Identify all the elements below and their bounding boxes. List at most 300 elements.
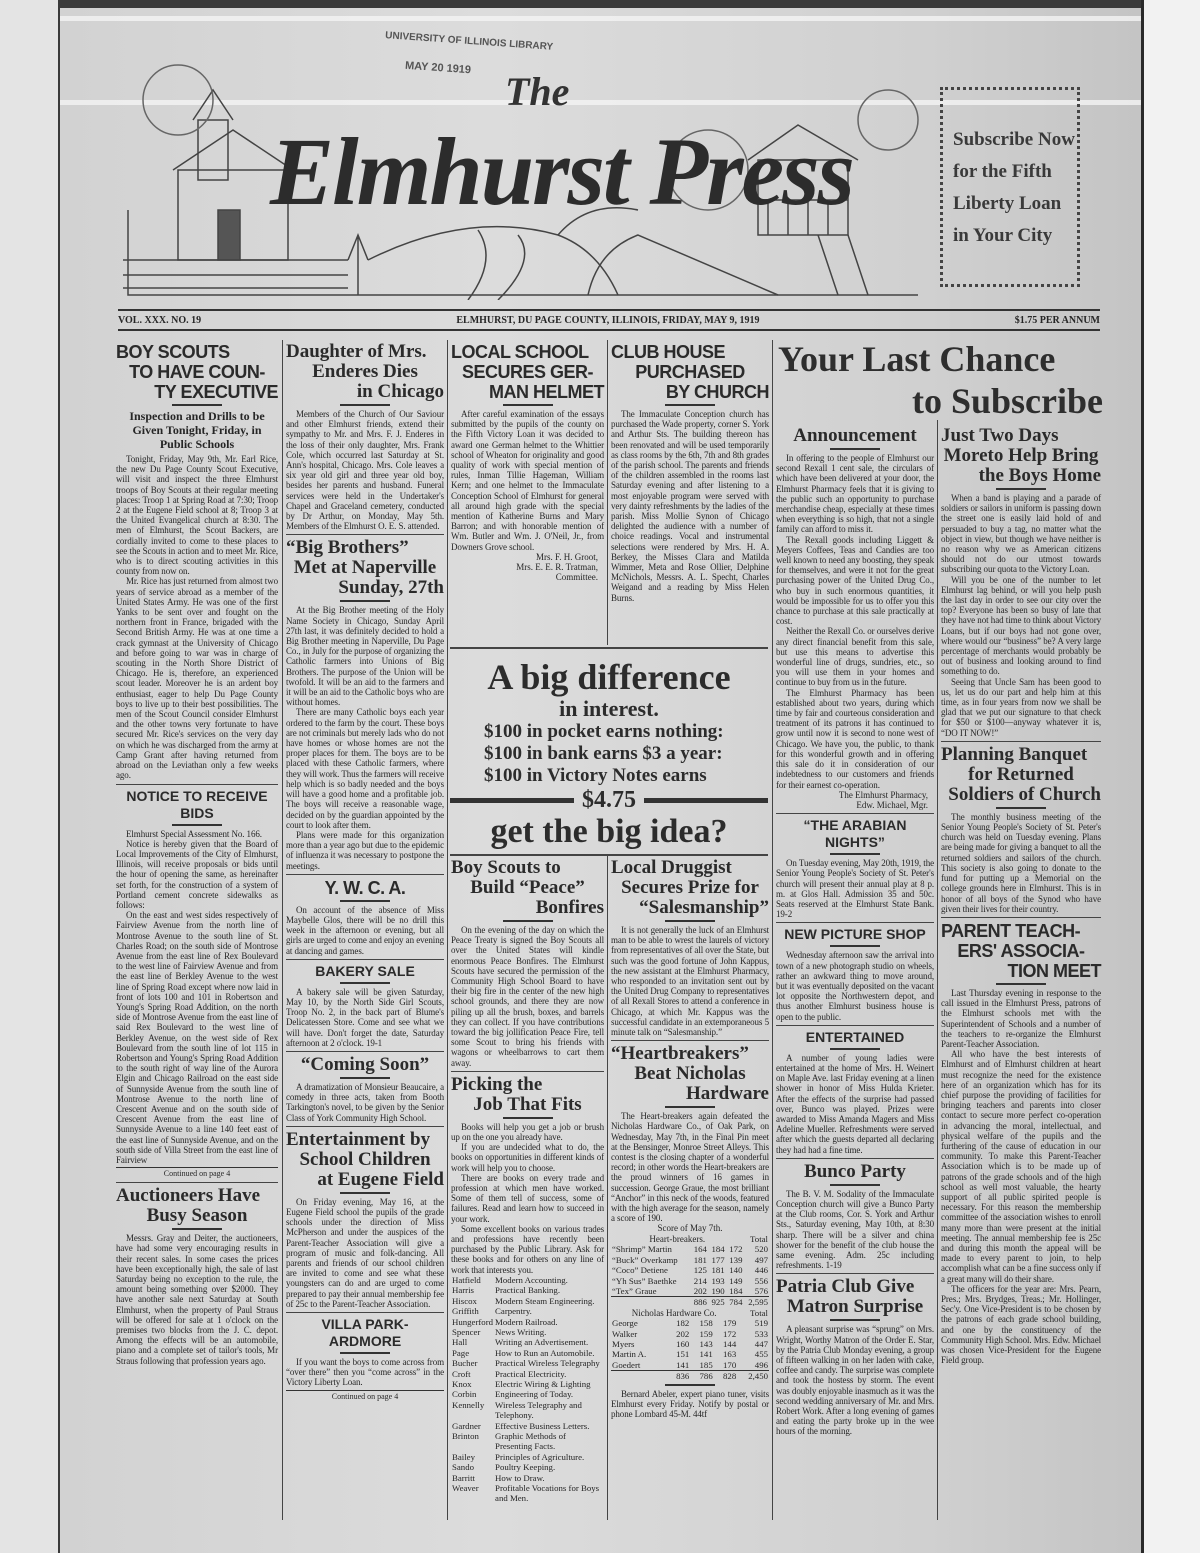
score-total: 828: [714, 1371, 737, 1382]
divider-rule: [340, 982, 390, 984]
score-cell: 182: [676, 1318, 690, 1329]
book-row: [451, 1389, 604, 1399]
score-cell: 141: [676, 1359, 690, 1370]
book-title: Graphic Methods of Presenting Facts.: [495, 1430, 566, 1452]
book-row: [451, 1337, 604, 1347]
score-cell: 149: [729, 1275, 743, 1286]
headline: [116, 342, 278, 402]
score-cell: 556: [754, 1275, 768, 1286]
paragraph: A bakery sale will be given Saturday, May 10, by the North Side Girl Scouts, Troop No. 2, in the back part of Blume's Delicatessen Store. Come and see what we will have. Don't forget the date, Saturday afternoon at 2 o'clock. 19-1: [286, 986, 444, 1048]
paragraph: Books will help you get a job or brush up on the one you already have.: [451, 1121, 604, 1143]
score-cell: 190: [711, 1285, 725, 1296]
paragraph: On the east and west sides respectively of Fairview Avenue from the north line of Montrose Avenue to the south line of St. Charles Road; on the south side of Montrose Avenue from the east line of Rex Boulevard to the west line of Fairview Avenue and from the east line of Berkley Avenue to the west line of Spring Road except where now laid in front of lots 100 and 101 in Robertson and Young's Spring Road Addition, on the north side of Montrose Avenue from the east line of said Rex Boulevard to the west line of Berkley Avenue, on the west side of Rex Boulevard from the south line of lot 115 in Robertson and Young's Spring Road Addition to the south right of way line of the Aurora Elgin and Chicago Railroad on the east side of Sunnyside Avenue from the south line of Montrose Avenue to the north line of Crescent Avenue and on the south side of Crescent Avenue from the east line of Sunnyside Avenue to a line 140 feet east of the east line of Sunnyside Avenue, and on the south side of Villa Street from the east line of Fairview: [116, 910, 278, 1165]
subscribe-promo-box: [940, 87, 1080, 287]
book-title: Electric Wiring & Lighting: [495, 1378, 591, 1389]
book-author: Bucher: [452, 1358, 478, 1369]
score-cell: 172: [723, 1328, 737, 1339]
headline: [611, 342, 769, 402]
book-title: Wireless Telegraphy and Telephony.: [495, 1399, 582, 1421]
article-picking-the-job: [451, 1071, 604, 1504]
ad-headline: A big difference: [487, 657, 731, 697]
paragraph: On account of the absence of Miss Maybelle Glos, there will be no drill this week in the afternoon or evening, but all girls are urged to come and enjoy an evening at dancing and games.: [286, 904, 444, 956]
headline-line: Y. W. C. A.: [324, 877, 406, 898]
score-cell: 164: [693, 1244, 707, 1255]
ad-line: $100 in bank earns $3 a year:: [484, 743, 723, 764]
paragraph: A pleasant surprise was “sprung” on Mrs. Wright, Worthy Matron of the Order E. Star, by the Patria Club Monday evening, a group of fifteen walking in on her laden with cake, coffee and candy. The surprise was complete and took the hostess by storm. The event was doubly enjoyable inasmuch as it was the second wedding anniversary of Mr. and Mrs. Robert Work. After a long evening of games and eating the party broke up in the wee hours of the morning.: [776, 1324, 934, 1437]
book-row: [451, 1285, 604, 1295]
headline: [451, 858, 604, 918]
score-total: 2,595: [743, 1297, 769, 1308]
victory-notes-ad: [450, 647, 768, 856]
divider-rule: [830, 1319, 880, 1321]
score-cell: 202: [693, 1285, 707, 1296]
score-cell: 163: [723, 1349, 737, 1360]
promo-line: Liberty Loan: [953, 193, 1062, 214]
headline: [776, 426, 934, 446]
headline: [116, 788, 278, 822]
paragraph: On the evening of the day on which the Peace Treaty is signed the Boy Scouts all over the United States will kindle enormous Peace Bonfires. The Elmhurst Scouts have secured the permission of the Community High School Board to have their big fire in the center of the new high school grounds, and there they are now piling up all the brush, boxes, and barrels they can collect. If you have contributions toward the big jollification Peace Fire, tell some Scout to bring his friends with wagons or wheelbarrows to cart them away.: [451, 925, 604, 1068]
book-author: Bailey: [452, 1451, 475, 1462]
book-list: [451, 1275, 604, 1504]
headline: [776, 817, 934, 851]
divider-rule: [665, 1106, 715, 1108]
column-rule: [607, 340, 608, 645]
book-row: [451, 1379, 604, 1389]
score-row: [611, 1255, 769, 1265]
headline-line: Patria Club Give: [776, 1276, 915, 1298]
headline-line: TY EXECUTIVE: [154, 382, 278, 402]
book-row: [451, 1358, 604, 1368]
column-rule: [772, 340, 773, 1520]
signature-line: The Elmhurst Pharmacy,: [838, 789, 928, 800]
paragraph: A number of young ladies were entertained at the home of Mrs. H. Weinert on Maple Ave. last Friday evening at a linen shower in honor of Miss Hulda Krieter. After the effects of the surprise had passed over, Bunco was played. Prizes were awarded to Miss Amanda Magers and Miss Adeline Mueller. Refreshments were served after which the guests departed all declaring they had had a fine time.: [776, 1052, 934, 1155]
score-total: 784: [726, 1297, 744, 1308]
headline-line: in Chicago: [356, 381, 444, 402]
score-cell: 193: [711, 1275, 725, 1286]
headline-line: ERS' ASSOCIA-: [957, 940, 1085, 961]
headline-line: for Returned: [968, 763, 1074, 785]
headline-line: Beat Nicholas: [634, 1063, 746, 1085]
headline-line: LOCAL SCHOOL: [451, 342, 589, 362]
book-row: [451, 1452, 604, 1462]
divider-rule: [172, 824, 222, 826]
headline-line: SECURES GER-: [461, 362, 594, 382]
headline-line: Busy Season: [146, 1205, 248, 1227]
book-row: [451, 1400, 604, 1421]
headline-line: Soldiers of Church: [948, 783, 1101, 805]
ad-rule: [644, 798, 768, 803]
headline: [941, 426, 1101, 486]
headline-line: Planning Banquet: [941, 743, 1088, 765]
score-cell: 496: [754, 1359, 768, 1370]
ad-subhead: in interest.: [559, 696, 659, 721]
article-local-school-helmet: [451, 342, 604, 582]
article-just-two-days: [941, 426, 1101, 738]
headline-line: ENTERTAINED: [805, 1028, 905, 1045]
book-author: Hungerford: [452, 1316, 494, 1327]
score-row: [611, 1360, 769, 1371]
headline-line: TION MEET: [1007, 960, 1101, 981]
classified-notice: Bernard Abeler, expert piano tuner, visits Elmhurst every Friday. Notify by postal or phone Lombard 45-M. 44tf: [611, 1388, 769, 1419]
promo-line: in Your City: [953, 225, 1053, 246]
score-total: [611, 1297, 690, 1308]
score-total: [611, 1371, 667, 1382]
score-cell: 144: [723, 1338, 737, 1349]
score-row: [611, 1349, 769, 1359]
book-author: Gardner: [452, 1420, 481, 1431]
book-row: [451, 1306, 604, 1316]
book-author: Kennelly: [452, 1399, 485, 1410]
paragraph: If you are undecided what to do, the books on opportunities in different kinds of work will help you to choose.: [451, 1142, 604, 1173]
column-rule: [607, 855, 608, 1520]
article-planning-banquet: [941, 741, 1101, 914]
headline-line: “Coming Soon”: [300, 1053, 430, 1075]
score-cell: 455: [754, 1349, 768, 1360]
score-cell: 140: [729, 1265, 743, 1276]
paragraph: The Immaculate Conception church has purchased the Wade property, corner S. York and Arthur Sts. The building thereon has been renovated and will be used temporarily as class rooms by the 6th, 7th and 8th grades of the parish school. The parents and friends of the children assembled in the rooms last Saturday evening and after listening to a most enjoyable program were served with very dainty refreshments by the ladies of the parish. Miss Mollie Synon of Chicago delighted the audience with a number of choice readings. Vocal and instrumental selections were rendered by Mrs. H. A. Berkey, the Misses Clara and Matilda Wimmer, Meta and Rose Ollier, Delphine McNichols, Messrs. A. L. Specht, Charles Weigand and a reading by Miss Helen Burns.: [611, 409, 769, 603]
book-row: [451, 1327, 604, 1337]
headline-line: Enderes Dies: [312, 361, 418, 382]
headline-line: NEW PICTURE SHOP: [784, 926, 926, 943]
article-notice-to-receive-bids: [116, 784, 278, 1180]
score-cell: Walker: [612, 1328, 638, 1339]
paragraph: Some excellent books on various trades and professions have recently been purchased by the Public Library. Ask for these books and for others on any line of work that interests you.: [451, 1223, 604, 1275]
headline: [451, 342, 604, 402]
headline-line: Hardware: [685, 1083, 769, 1105]
headline-line: Announcement: [793, 425, 917, 446]
paragraph: The Rexall goods including Liggett & Meyers Coffees, Teas and Candies are too well known to need any boosting, they speak for themselves, and were it not for the great purchasing power of the United Drug Co., who buy in such enormous quantities, it would be impossible for us to offer you this chance to purchase at this sale practically at cost.: [776, 534, 934, 627]
article-heartbreakers: [611, 1040, 769, 1419]
column-rule: [282, 340, 283, 1520]
book-row: [451, 1462, 604, 1472]
continued-notice: Continued on page 4: [286, 1390, 444, 1402]
headline-line: “THE ARABIAN NIGHTS”: [803, 817, 907, 851]
masthead-title-the: The: [505, 69, 570, 114]
book-row: [451, 1317, 604, 1327]
score-row: [611, 1276, 769, 1286]
score-cell: 143: [699, 1338, 713, 1349]
score-cell: “Tex” Graue: [612, 1285, 657, 1296]
column-1: [116, 342, 278, 1366]
book-title: Carpentry.: [495, 1306, 532, 1317]
subheadline: Inspection and Drills to be Given Tonight, Friday, in Public Schools: [129, 409, 265, 451]
book-title: Practical Banking.: [495, 1285, 561, 1296]
place-and-date: ELMHURST, DU PAGE COUNTY, ILLINOIS, FRIDAY, MAY 9, 1919: [456, 314, 760, 326]
score-cell: 158: [699, 1318, 713, 1329]
score-row: [611, 1318, 769, 1328]
score-total: 836: [667, 1371, 690, 1382]
score-cell: “Shrimp” Martin: [612, 1244, 672, 1255]
divider-rule: [340, 600, 390, 602]
headline-line: Moreto Help Bring: [943, 445, 1099, 466]
headline-line: MAN HELMET: [489, 382, 604, 402]
ad-rule: [450, 798, 574, 803]
book-row: [451, 1275, 604, 1285]
column-2: [286, 342, 444, 1402]
divider-rule: [503, 1117, 553, 1119]
headline: [941, 745, 1101, 805]
book-title: Modern Accounting.: [495, 1274, 568, 1285]
headline: [286, 963, 444, 980]
headline: [776, 1162, 934, 1182]
score-cell: 185: [699, 1359, 713, 1370]
paragraph: Last Thursday evening in response to the call issued in the Elmhurst Press, patrons of the Elmhurst schools met with the Superintendent of Schools and a number of the teachers to re-organize the Elmhurst Parent-Teacher Association.: [941, 987, 1101, 1049]
headline-line: Job That Fits: [473, 1093, 582, 1115]
column-rule: [447, 340, 448, 1520]
article-club-house: [611, 342, 769, 603]
paragraph: There are many Catholic boys each year ordered to the farm by the court. These boys are not criminals but merely lads who do not have homes or whose homes are not the proper places for them. The boys are to be placed with these Catholic farmers, where they will work. Thus the farmers will receive help which is so badly needed and the boys will have a good home and a profitable job. The boys will receive a reasonable wage, decided on by the guardian appointed by the court to look after them.: [286, 707, 444, 830]
score-cell: 214: [693, 1275, 707, 1286]
signature-line: Committee.: [555, 572, 598, 583]
headline: [286, 1316, 444, 1350]
headline-line: at Eugene Field: [317, 1168, 444, 1190]
headline-line: Local Druggist: [611, 857, 732, 878]
column-6: [941, 426, 1101, 1365]
headline-line: Picking the: [451, 1073, 543, 1095]
headline: [286, 342, 444, 402]
headline-line: “Heartbreakers”: [611, 1043, 749, 1065]
book-author: Harris: [452, 1285, 474, 1296]
score-cell: George: [612, 1318, 638, 1329]
score-total: 886: [690, 1297, 708, 1308]
signature-line: Mrs. F. H. Groot,: [535, 551, 598, 562]
score-cell: 172: [729, 1244, 743, 1255]
book-row: [451, 1431, 604, 1452]
score-cell: 446: [754, 1265, 768, 1276]
book-row: [451, 1296, 604, 1306]
paragraph: When a band is playing and a parade of soldiers or sailors in uniform is passing down the street one is easily laid hold of and persuaded to buy a tag, no matter what the object in view, but though we have neither is no reason why we as American citizens should not do our utmost towards subscribing our quota to the Victory Loan.: [941, 493, 1101, 575]
headline: [611, 858, 769, 918]
book-title: Practical Wireless Telegraphy: [495, 1358, 600, 1369]
book-author: Barritt: [452, 1472, 475, 1483]
paragraph: The monthly business meeting of the Senior Young People's Society of St. Peter's church was held on Tuesday evening. Plans are being made for giving a banquet to all the returned soldiers and sailors of the church. This society is also going to donate to the fund for putting up a Memorial on the college grounds here in Elmhurst. This is in honor of all boys of the Synod who have given their lives for their country.: [941, 811, 1101, 914]
score-cell: 202: [676, 1328, 690, 1339]
headline: [776, 1277, 934, 1317]
headline-line: Boy Scouts to: [451, 857, 561, 878]
score-cell: “Yh Sus” Baethke: [612, 1275, 677, 1286]
paragraph: It is not generally the luck of an Elmhurst man to be able to wrest the laurels of victory from representatives of all over the State, but such was the good fortune of John Kappus, the new assistant at the Elmhurst Pharmacy, who responded to an invitation sent out by the United Drug Company to representatives of all Rexall Stores to attend a conference in Chicago, at which Mr. Kappus was the successful candidate in an extemporaneous 5 minute talk on “Salesmanship.”: [611, 925, 769, 1038]
headline-line: “Salesmanship”: [639, 897, 769, 918]
divider-rule: [340, 1192, 390, 1194]
score-cell: Myers: [612, 1338, 635, 1349]
paragraph: On Tuesday evening, May 20th, 1919, the Senior Young People's Society of St. Peter's church will present their annual play at 8 p. m. at Glos Hall. Admission 35 and 50c. Seats reserved at the Elmhurst State Bank. 19-2: [776, 858, 934, 920]
headline: [286, 878, 444, 898]
subscribe-banner: [778, 338, 1103, 422]
ad-line: $100 in pocket earns nothing:: [484, 721, 724, 742]
paragraph: Messrs. Gray and Deiter, the auctioneers, have had some very encouraging results in their recent sales. In some cases the prices have been exceptionally high, the sale of last Saturday being no exception to the rule, the amount being something over $2000. They have another sale next Saturday at South Elmhurst, when the property of Paul Straus will be offered for sale at 1 o'clock on the premises two blocks from the J. C. depot. Among the effects will be an automobile, piano and a complete set of tailor's tools, Mr Straus following that profession years ago.: [116, 1233, 278, 1366]
book-title: Modern Steam Engineering.: [495, 1295, 595, 1306]
headline-line: Sunday, 27th: [338, 577, 444, 599]
paragraph: At the Big Brother meeting of the Holy Name Society in Chicago, Sunday April 27th last, it was definitely decided to hold a Big Brother meeting in Naperville, Du Page Co., in July for the purpose of organizing the Catholic farmers into Unions of Big Brothers. The purpose of the Union will be twofold. It will be an aid to the farmers and it will be an aid to the Catholic boys who are without homes.: [286, 605, 444, 708]
score-cell: 181: [693, 1254, 707, 1265]
book-title: Practical Electricity.: [495, 1368, 567, 1379]
headline: [116, 1186, 278, 1226]
paragraph: Plans were made for this organization more than a year ago but due to the epidemic of influenza it was necessary to postpone the meetings.: [286, 829, 444, 871]
headline-line: BY CHURCH: [665, 382, 769, 402]
article-bunco-party: [776, 1158, 934, 1271]
subscription-price: $1.75 PER ANNUM: [1014, 314, 1100, 326]
headline-line: BOY SCOUTS: [116, 342, 230, 362]
article-big-brothers: [286, 534, 444, 870]
headline-line: Bunco Party: [804, 1160, 906, 1182]
book-author: Hall: [452, 1337, 468, 1348]
paragraph: There are books on every trade and profession at which men have worked. Some of them tell of success, some of failures. Read and learn how to succeed in your work.: [451, 1172, 604, 1224]
article-arabian-nights: [776, 813, 934, 919]
article-auctioneers: [116, 1182, 278, 1366]
column-3-bottom: [451, 858, 604, 1504]
promo-line: Subscribe Now: [953, 129, 1075, 150]
headline-line: School Children: [299, 1148, 431, 1170]
paragraph: All who have the best interests of Elmhurst and of Elmhurst children at heart must recognize the need for the existence here of an organization which has for its chief purpose the providing of facilities for bringing teachers and parents into closer contact to secure more perfect co-operation in advancing the moral, intellectual, and physical welfare of the pupils and the furthering of the cause of education in our community. To make this Parent-Teacher Association which is to be made up of patrons of the grade schools and of the high school as well most valuable, the hearty support of all public spirited people is necessary. For this reason the membership committee of the association wishes to enroll many more than were present at the initial meeting. The annual membership fee is 25c and during this month the appeal will be made to every parent to join, to help accomplish what can be a fine success only if a great many will do their share.: [941, 1049, 1101, 1284]
ad-tagline: get the big idea?: [490, 813, 728, 850]
score-row: [611, 1286, 769, 1297]
total-label: Total: [750, 1233, 768, 1244]
score-table: [611, 1308, 769, 1382]
score-row: [611, 1329, 769, 1339]
headline-line: “Big Brothers”: [286, 537, 409, 559]
paragraph: The B. V. M. Sodality of the Immaculate Conception church will give a Bunco Party at the Club rooms, Cor. S. York and Arthur Sts., Saturday evening, May 10th, at 8:30 sharp. There will be a silver and china shower for the benefit of the club house the same evening. Adm. 25c including refreshments. 1-19: [776, 1188, 934, 1271]
book-title: Principles of Agriculture.: [495, 1451, 585, 1462]
signature-line: Edw. Michael, Mgr.: [856, 799, 928, 810]
score-cell: Martin A.: [612, 1349, 647, 1360]
paragraph: Seeing that Uncle Sam has been good to us, let us do our part and help him at this time, as in four years from now we shall be glad that we put our signature to that check for $50 or $100—anyway whatever it is, “DO IT NOW!”: [941, 676, 1101, 738]
article-ywca: [286, 874, 444, 956]
score-cell: 151: [676, 1349, 690, 1360]
score-cell: Goedert: [612, 1359, 641, 1370]
article-coming-soon: [286, 1051, 444, 1123]
dateline-bar: [118, 309, 1100, 331]
divider-rule: [665, 920, 715, 922]
divider-rule: [830, 1048, 880, 1050]
book-author: Knox: [452, 1378, 472, 1389]
book-author: Spencer: [452, 1326, 481, 1337]
divider-rule: [830, 448, 880, 450]
signature-line: Mrs. E. E. R. Tratman,: [516, 562, 598, 573]
divider-rule: [996, 488, 1046, 490]
book-title: How to Run an Automobile.: [495, 1347, 595, 1358]
paragraph: Tonight, Friday, May 9th, Mr. Earl Rice, the new Du Page County Scout Executive, will visit and inspect the three Elmhurst troops of Boy Scouts at their regular meeting places: Troop 1 at Spring Road at 7:30; Troop 2 at the Eugene Field school at 8; Troop 3 at the United Evangelical church at 8:30. The men of Elmhurst, the Scout Backers, are cordially invited to come to these places to see the Scouts in action and to meet Mr. Rice, who is to direct scouting activities in this county from now on.: [116, 454, 278, 577]
score-total: 2,450: [737, 1371, 769, 1382]
headline-line: VILLA PARK-ARDMORE: [321, 1316, 409, 1349]
paragraph: Will you be one of the number to let Elmhurst lag behind, or will you help push the last day in order to see our city over the top? Everyone has been so busy of late that they have not had time to think about Victory Loans, but if our boys had not gone over, where would our “business” be? A very large percentage of merchants would probably be out of business and looking around to find something to do.: [941, 574, 1101, 677]
headline: [941, 921, 1101, 981]
article-parent-teachers-association: [941, 917, 1101, 1366]
headline-line: Build “Peace”: [470, 877, 585, 898]
headline-line: PARENT TEACH-: [941, 920, 1081, 941]
headline-line: BAKERY SALE: [315, 962, 415, 979]
article-new-picture-shop: [776, 922, 934, 1021]
volume-number: VOL. XXX. NO. 19: [118, 314, 202, 326]
article-eugene-field: [286, 1126, 444, 1309]
divider-rule: [340, 1077, 390, 1079]
article-enderes-death: [286, 342, 444, 531]
divider-rule: [830, 853, 880, 855]
headline-line: Met at Naperville: [293, 557, 437, 579]
continued-notice: Continued on page 4: [116, 1167, 278, 1179]
headline-line: Bonfires: [535, 897, 604, 918]
library-stamp: UNIVERSITY OF ILLINOIS LIBRARY: [384, 30, 554, 53]
score-cell: 160: [676, 1338, 690, 1349]
headline-line: Matron Surprise: [786, 1296, 924, 1318]
score-totals-row: [611, 1371, 769, 1382]
headline-line: Just Two Days: [941, 425, 1059, 446]
article-peace-bonfires: [451, 858, 604, 1068]
book-row: [451, 1473, 604, 1483]
paragraph: Neither the Rexall Co. or ourselves derive any direct financial benefit from this sale, but use this means to advertise this wonderful line of drugs, sundries, etc., so you will use them in your homes and continue to buy from us in the future.: [776, 626, 934, 688]
headline-line: Auctioneers Have: [116, 1185, 261, 1207]
scan-artifact: [60, 16, 1141, 21]
score-table: [611, 1234, 769, 1308]
paragraph: After careful examination of the essays submitted by the pupils of the county on the Fifth Victory Loan it was decided to award one German helmet to the Whittier school of Wheaton for originality and good quality of work with special mention of rules, Inman Tillie Hageman, William Kern; and one helmet to the Immaculate Conception School of Elmhurst for general all around high grade with the special mention of Katherine Burns and Mary Barron; and with honorable mention of Wm. Butler and Wm. J. O'Neil, Jr., from Downers Grove school.: [451, 409, 604, 552]
headline: [776, 926, 934, 943]
column-rule: [937, 420, 938, 1520]
divider-rule: [503, 404, 553, 406]
book-row: [451, 1421, 604, 1431]
book-row: [451, 1369, 604, 1379]
paragraph: The Elmhurst Pharmacy has been established about two years, during which time by fair and courteous consideration and treatment of its patrons it has continued to grow until now it is second to none west of Chicago. We have you, the public, to thank for this wonderful growth and in offering this sale do it in consideration of our indebtedness to our customers and friends for their earnest co-operation.: [776, 687, 934, 790]
paragraph: On Friday evening, May 16, at the Eugene Field school the pupils of the grade schools under the direction of Miss McPherson and under the auspices of the Parent-Teacher Association will give a program of music and folk-dancing. All parents and friends of our school children are invited to come and see what these youngsters can do and are urged to come prepared to pay their annual membership fee of 25c to the Parent-Teacher Association.: [286, 1196, 444, 1309]
book-author: Sando: [452, 1462, 474, 1473]
book-title: Writing an Advertisement.: [495, 1337, 589, 1348]
headline-line: Daughter of Mrs.: [286, 341, 427, 362]
divider-rule: [172, 404, 222, 406]
total-label: Total: [750, 1307, 768, 1318]
column-3-top: [451, 342, 604, 582]
book-title: Profitable Vocations for Boys and Men.: [495, 1483, 600, 1504]
paragraph: In offering to the people of Elmhurst our second Rexall 1 cent sale, the circulars of which have been delivered at your door, the Elmhurst Pharmacy feels that it is giving to the public such an opportunity to purchase merchandise cheap, especially at these times when everything is so high, that not a single family can afford to miss it.: [776, 453, 934, 535]
article-local-druggist: [611, 858, 769, 1037]
score-cell: 184: [711, 1244, 725, 1255]
book-author: Griffith: [452, 1306, 479, 1317]
divider-rule: [996, 807, 1046, 809]
paragraph: The officers for the year are: Mrs. Pearn, Pres.; Mrs. Brydges, Treas.; Mr. Hollinger, Sec'y. One Vice-President is to be chosen by the patrons of each grade school building, and one by the constituency of the Community High School. Mrs. Edw. Michael was chosen Vice-President for the Eugene Field group.: [941, 1283, 1101, 1366]
score-cell: “Buck” Overkamp: [612, 1254, 678, 1265]
divider-rule: [830, 945, 880, 947]
library-stamp-date: MAY 20 1919: [404, 59, 472, 77]
article-entertained: [776, 1025, 934, 1155]
score-cell: 139: [729, 1254, 743, 1265]
scan-margin-left: [0, 0, 60, 1553]
headline: [286, 1055, 444, 1075]
book-author: Hatfield: [452, 1274, 481, 1285]
score-cell: 520: [754, 1244, 768, 1255]
score-cell: 576: [754, 1285, 768, 1296]
score-title: Score of May 7th.: [657, 1223, 723, 1234]
paragraph: Notice is hereby given that the Board of Local Improvements of the City of Elmhurst, Illinois, will receive proposals or bids until the hour of opening the same, as hereinafter set forth, for the construction of a system of Portland cement concrete sidewalks as follows:: [116, 838, 278, 910]
headline: [286, 538, 444, 598]
divider-rule: [996, 983, 1046, 985]
paragraph: Members of the Church of Our Saviour and other Elmhurst friends, extend their sympathy to Mr. and Mrs. F. J. Enderes in the loss of their only daughter, Mrs. Frank Cole, which occurred last Saturday at St. Ann's hospital, Chicago. Mrs. Cole leaves a six year old girl and three year old boy, besides her parents and husband. Funeral services were held in the Undertaker's Chapel and Graceland cemetery, conducted by Dr Arthur, on Monday, May 5th. Members of the Elmhurst O. E. S. attended.: [286, 409, 444, 532]
scan-edge-top: [58, 0, 1144, 8]
divider-rule: [503, 920, 553, 922]
score-cell: 179: [723, 1318, 737, 1329]
headline: [611, 1044, 769, 1104]
score-cell: 533: [754, 1328, 768, 1339]
score-total: 786: [690, 1371, 713, 1382]
score-row: [611, 1339, 769, 1349]
paragraph: If you want the boys to come across from “over there” then you “come across” in the Victory Liberty Loan.: [286, 1357, 444, 1388]
score-cell: 170: [723, 1359, 737, 1370]
article-pharmacy-announcement: [776, 426, 934, 810]
paragraph: A dramatization of Monsieur Beaucaire, a comedy in three acts, taken from Booth Tarkington's novel, to be given by the Senior Class of York Community High School.: [286, 1081, 444, 1123]
book-title: Poultry Keeping.: [495, 1462, 556, 1473]
score-cell: 141: [699, 1349, 713, 1360]
book-author: Brinton: [452, 1430, 479, 1441]
headline: [286, 1130, 444, 1190]
banner-line: Your Last Chance: [778, 339, 1056, 379]
book-title: How to Draw.: [495, 1472, 545, 1483]
book-title: News Writing.: [495, 1326, 547, 1337]
